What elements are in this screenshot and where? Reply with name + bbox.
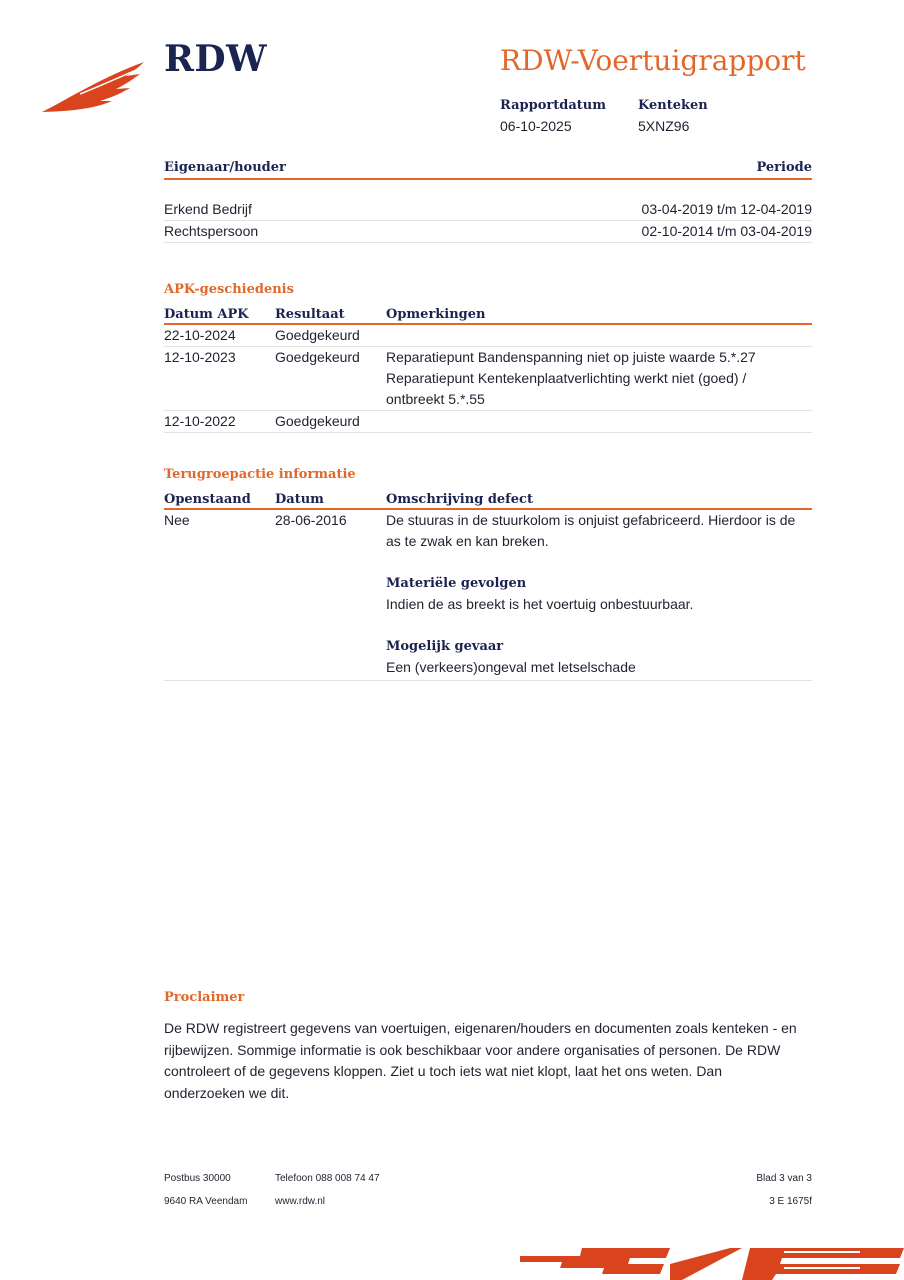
recall-open: Nee — [164, 512, 190, 528]
rdw-logo-icon — [40, 58, 150, 116]
apk-row — [164, 325, 812, 347]
footer-page-number: Blad 3 van 3 — [756, 1173, 812, 1184]
apk-result: Goedgekeurd — [275, 327, 360, 343]
apk-header — [164, 302, 812, 325]
apk-remark-line: ontbreekt 5.*.55 — [386, 391, 485, 407]
apk-result: Goedgekeurd — [275, 413, 360, 429]
apk-date-column-header: Datum APK — [164, 307, 249, 322]
apk-title: APK-geschiedenis — [164, 282, 294, 297]
owner-period: 02-10-2014 t/m 03-04-2019 — [641, 223, 812, 239]
plate-label: Kenteken — [638, 98, 708, 113]
report-date-value: 06-10-2025 — [500, 118, 572, 134]
consequences-text: Indien de as breekt is het voertuig onbestuurbaar. — [386, 596, 694, 612]
apk-date: 12-10-2022 — [164, 413, 236, 429]
danger-title: Mogelijk gevaar — [386, 639, 504, 654]
rdw-stripes-icon — [520, 1244, 904, 1280]
danger-text: Een (verkeers)ongeval met letselschade — [386, 659, 636, 675]
recall-description — [386, 510, 812, 678]
recall-desc-line: De stuuras in de stuurkolom is onjuist gefabriceerd. Hierdoor is de — [386, 512, 796, 528]
owner-period: 03-04-2019 t/m 12-04-2019 — [641, 201, 812, 217]
apk-remarks-column-header: Opmerkingen — [386, 307, 486, 322]
footer-code: 3 E 1675f — [769, 1196, 812, 1207]
plate-value: 5XNZ96 — [638, 118, 690, 134]
apk-date: 12-10-2023 — [164, 349, 236, 365]
apk-remarks — [386, 347, 812, 410]
recall-section — [164, 467, 812, 681]
footer-city: 9640 RA Veendam — [164, 1196, 248, 1207]
period-column-header: Periode — [756, 160, 812, 175]
owner-row — [164, 221, 812, 243]
owner-column-header: Eigenaar/houder — [164, 160, 286, 175]
recall-date-column-header: Datum — [275, 492, 324, 507]
apk-result: Goedgekeurd — [275, 349, 360, 365]
apk-date: 22-10-2024 — [164, 327, 236, 343]
owner-name: Erkend Bedrijf — [164, 201, 252, 217]
recall-header — [164, 487, 812, 510]
footer-website[interactable]: www.rdw.nl — [275, 1196, 326, 1207]
owners-section — [164, 160, 812, 243]
footer-postbus: Postbus 30000 — [164, 1173, 231, 1184]
recall-desc-line: as te zwak en kan breken. — [386, 533, 549, 549]
owner-name: Rechtspersoon — [164, 223, 259, 239]
proclaimer-title: Proclaimer — [164, 990, 245, 1005]
apk-remark-line: Reparatiepunt Bandenspanning niet op juiste waarde 5.*.27 — [386, 349, 756, 365]
footer-phone: Telefoon 088 008 74 47 — [275, 1173, 380, 1184]
proclaimer-text: De RDW registreert gegevens van voertuigen, eigenaren/houders en documenten zoals kenteken - en rijbewijzen. Sommige informatie is ook beschikbaar voor andere organisaties of personen. De RDW controleert of de gegevens kloppen. Ziet u toch iets wat niet klopt, laat het ons weten. Dan onderzoeken we dit. — [164, 1020, 797, 1101]
recall-open-column-header: Openstaand — [164, 492, 251, 507]
recall-desc-column-header: Omschrijving defect — [386, 492, 533, 507]
owners-header — [164, 160, 812, 180]
report-date-label: Rapportdatum — [500, 98, 606, 113]
apk-section — [164, 282, 812, 433]
apk-remarks — [386, 325, 812, 346]
apk-result-column-header: Resultaat — [275, 307, 345, 322]
report-title: RDW-Voertuigrapport — [500, 44, 806, 77]
logo-text: RDW — [164, 38, 268, 80]
apk-row — [164, 411, 812, 433]
recall-title: Terugroepactie informatie — [164, 467, 356, 482]
apk-remarks — [386, 411, 812, 432]
consequences-title: Materiële gevolgen — [386, 576, 527, 591]
recall-row — [164, 510, 812, 681]
recall-date: 28-06-2016 — [275, 512, 347, 528]
apk-remark-line: Reparatiepunt Kentekenplaatverlichting werkt niet (goed) / — [386, 370, 747, 386]
owner-row — [164, 199, 812, 221]
apk-row — [164, 347, 812, 411]
